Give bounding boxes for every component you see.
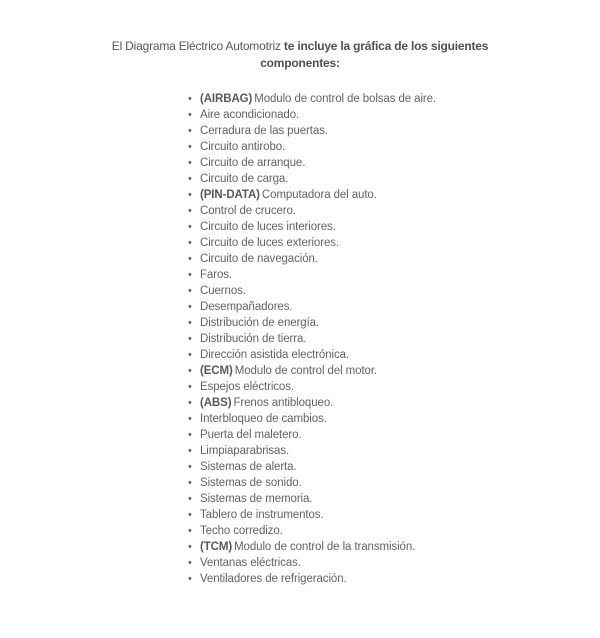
item-text: Circuito antirobo. [200,141,286,153]
list-item [188,203,600,219]
list-item [188,107,600,123]
item-acronym: (AIRBAG) [200,93,253,105]
list-item [188,395,600,411]
item-text: Computadora del auto. [261,189,377,201]
item-text: Limpiaparabrisas. [200,445,290,457]
list-item [188,427,600,443]
item-text: Sistemas de memoria. [200,493,313,505]
item-text: Tablero de instrumentos. [200,509,324,521]
list-item [188,379,600,395]
list-item [188,315,600,331]
item-text: Sistemas de alerta. [200,461,297,473]
list-item [188,459,600,475]
title-regular: El Diagrama Eléctrico Automotriz [111,39,281,53]
list-item [188,267,600,283]
document [0,38,600,638]
list-item [188,171,600,187]
list-item [188,523,600,539]
list-item [188,155,600,171]
item-acronym: (ECM) [200,365,233,377]
item-text: Cuernos. [200,285,246,297]
list-item [188,299,600,315]
item-text: Ventanas eléctricas. [200,557,301,569]
list-item [188,491,600,507]
item-text: Interbloqueo de cambios. [200,413,327,425]
list-item [188,235,600,251]
item-text: Faros. [200,269,232,281]
item-acronym: (ABS) [200,397,232,409]
list-item [188,571,600,587]
list-item [188,91,600,107]
item-text: Espejos eléctricos. [200,381,294,393]
item-text: Circuito de luces exteriores. [200,237,339,249]
item-text: Modulo de control de la transmisión. [234,541,416,553]
list-item [188,555,600,571]
list-item [188,539,600,555]
item-text: Puerta del maletero. [200,429,302,441]
components-list [0,91,600,587]
title-bold: te incluye la gráfica de los siguientes componentes: [260,39,489,70]
list-item [188,251,600,267]
item-text: Aire acondicionado. [200,109,300,121]
item-text: Circuito de carga. [200,173,289,185]
item-text: Circuito de arranque. [200,157,306,169]
list-item [188,347,600,363]
list-item [188,283,600,299]
item-text: Circuito de luces interiores. [200,221,336,233]
item-text: Modulo de control del motor. [234,365,378,377]
item-text: Cerradura de las puertas. [200,125,328,137]
list-item [188,331,600,347]
list-item [188,443,600,459]
list-item [188,507,600,523]
item-text: Techo corredizo. [200,525,283,537]
item-acronym: (TCM) [200,541,233,553]
list-item [188,123,600,139]
item-acronym: (PIN-DATA) [200,189,260,201]
item-text: Distribución de tierra. [200,333,307,345]
item-text: Control de crucero. [200,205,296,217]
item-text: Distribución de energía. [200,317,320,329]
item-text: Sistemas de sonido. [200,477,302,489]
list-item [188,139,600,155]
item-text: Modulo de control de bolsas de aire. [254,93,437,105]
item-text: Circuito de navegación. [200,253,318,265]
list-item [188,363,600,379]
item-text: Desempañadores. [200,301,293,313]
page-title [80,38,520,72]
list-item [188,411,600,427]
item-text: Frenos antibloqueo. [233,397,334,409]
page [0,38,600,638]
list-item [188,187,600,203]
item-text: Ventiladores de refrigeración. [200,573,347,585]
item-text: Dirección asistida electrónica. [200,349,350,361]
list-item [188,475,600,491]
list-item [188,219,600,235]
